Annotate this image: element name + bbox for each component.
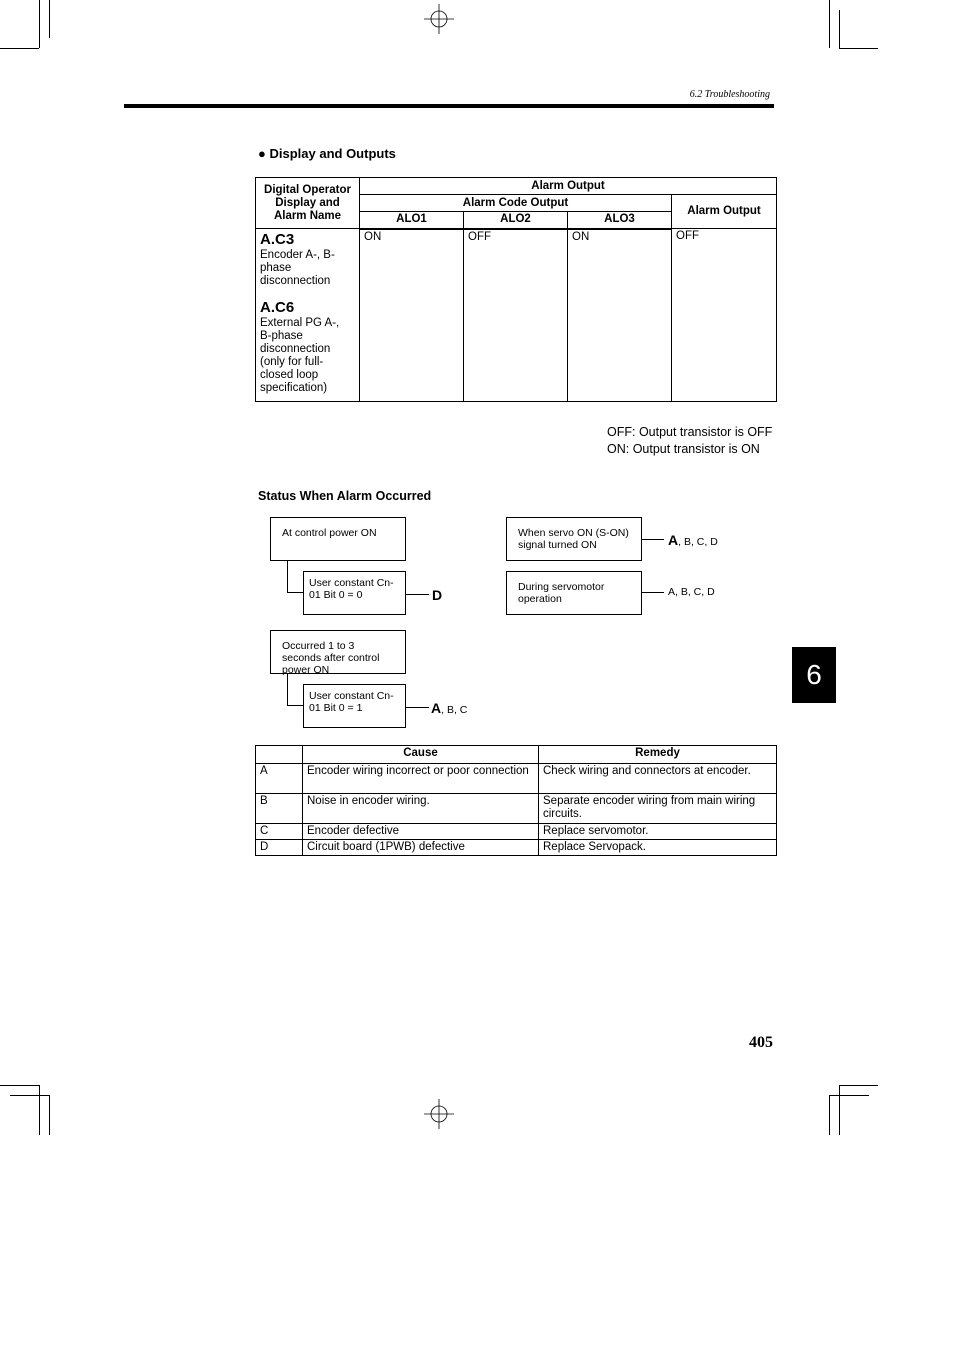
col-header-id bbox=[256, 746, 303, 764]
result-abc-big: A bbox=[431, 700, 442, 716]
col-header-alo3: ALO3 bbox=[568, 212, 672, 229]
box-servo-on: When servo ON (S-ON) signal turned ON bbox=[506, 517, 642, 561]
alo1-value: ON bbox=[360, 229, 464, 402]
running-head: 6.2 Troubleshooting bbox=[689, 89, 770, 100]
table-row bbox=[256, 794, 777, 824]
col-header-alo1: ALO1 bbox=[360, 212, 464, 229]
box-control-power-on: At control power ON bbox=[270, 517, 406, 561]
col-header-name: Digital Operator Display and Alarm Name bbox=[256, 178, 360, 229]
box-user-constant-1: User constant Cn-01 Bit 0 = 1 bbox=[303, 684, 406, 728]
result-abc bbox=[431, 700, 467, 716]
row-cause: Circuit board (1PWB) defective bbox=[303, 840, 539, 856]
col-header-alarm-output: Alarm Output bbox=[672, 195, 777, 229]
row-id: B bbox=[256, 794, 303, 824]
bullet-icon: ● bbox=[258, 146, 266, 161]
box-user-constant-0: User constant Cn-01 Bit 0 = 0 bbox=[303, 571, 406, 615]
row-remedy: Replace Servopack. bbox=[539, 840, 777, 856]
result-servo-rest: , B, C, D bbox=[678, 536, 718, 548]
col-header-alo2: ALO2 bbox=[464, 212, 568, 229]
chapter-tab: 6 bbox=[792, 647, 836, 703]
col-header-cause: Cause bbox=[303, 746, 539, 764]
registration-mark-top bbox=[424, 4, 454, 34]
row-cause: Encoder wiring incorrect or poor connection bbox=[303, 764, 539, 794]
alarm-desc-ac6: External PG A-, B-phase disconnection (only for full-closed loop specification) bbox=[260, 317, 340, 394]
row-remedy: Separate encoder wiring from main wiring circuits. bbox=[539, 794, 777, 824]
page-number: 405 bbox=[749, 1034, 773, 1051]
col-header-remedy: Remedy bbox=[539, 746, 777, 764]
result-d bbox=[432, 587, 442, 603]
table-row bbox=[256, 840, 777, 856]
box-during-operation: During servomotor operation bbox=[506, 571, 642, 615]
col-group-alarm-code-output: Alarm Code Output bbox=[360, 195, 672, 212]
alarm-name-cell bbox=[256, 229, 360, 402]
alarm-desc-ac3: Encoder A-, B-phase disconnection bbox=[260, 249, 335, 287]
result-during-operation: A, B, C, D bbox=[668, 586, 715, 598]
row-id: C bbox=[256, 824, 303, 840]
alarm-code-ac6: A.C6 bbox=[260, 299, 295, 316]
section-title-text: Display and Outputs bbox=[269, 146, 396, 161]
section-title bbox=[258, 146, 396, 161]
row-remedy: Replace servomotor. bbox=[539, 824, 777, 840]
alarm-output-table bbox=[255, 177, 777, 402]
alo2-value: OFF bbox=[464, 229, 568, 402]
legend-on: ON: Output transistor is ON bbox=[607, 442, 760, 456]
alarm-code-ac3: A.C3 bbox=[260, 231, 295, 248]
registration-mark-bottom bbox=[424, 1099, 454, 1129]
alarm-output-value: OFF bbox=[672, 229, 777, 402]
legend-off: OFF: Output transistor is OFF bbox=[607, 425, 773, 439]
result-servo-on bbox=[668, 532, 718, 548]
table-row bbox=[256, 229, 777, 402]
result-servo-big: A bbox=[668, 532, 679, 548]
box-occurred-after-power: Occurred 1 to 3 seconds after control power ON bbox=[270, 630, 406, 674]
cause-remedy-table bbox=[255, 745, 777, 856]
result-d-label: D bbox=[432, 587, 443, 603]
header-rule bbox=[124, 104, 774, 108]
result-abc-rest: , B, C bbox=[441, 704, 468, 716]
col-group-alarm-output: Alarm Output bbox=[360, 178, 777, 195]
row-cause: Noise in encoder wiring. bbox=[303, 794, 539, 824]
row-id: A bbox=[256, 764, 303, 794]
alo3-value: ON bbox=[568, 229, 672, 402]
row-id: D bbox=[256, 840, 303, 856]
status-title: Status When Alarm Occurred bbox=[258, 489, 432, 503]
table-row bbox=[256, 764, 777, 794]
row-cause: Encoder defective bbox=[303, 824, 539, 840]
table-row bbox=[256, 824, 777, 840]
row-remedy: Check wiring and connectors at encoder. bbox=[539, 764, 777, 794]
